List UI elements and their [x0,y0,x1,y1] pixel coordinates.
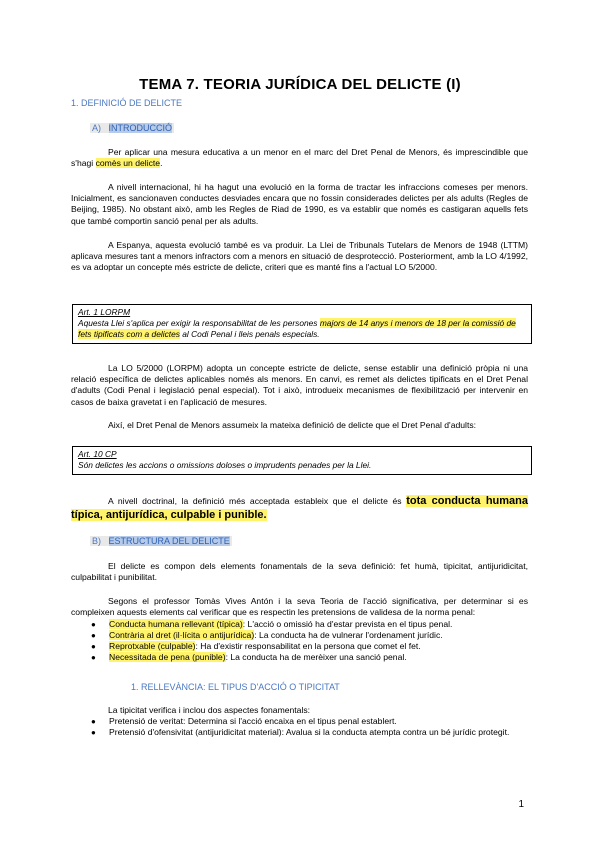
paragraph-structure-1: El delicte es compon dels elements fonamentals de la seva definició: fet humà, tipicitat, antijuridicitat, culpabilitat i punibilitat. [71,561,528,583]
law-quote-box-cp [72,446,532,475]
paragraph-text: . [160,158,163,169]
quote-text: Aquesta Llei s'aplica per exigir la responsabilitat de les persones [78,318,320,328]
paragraph-intro-1 [71,147,528,169]
law-quote-text [78,318,526,340]
bullet-icon: ● [91,653,96,662]
bullet-icon: ● [91,631,96,640]
highlight-text: comès un delicte [95,158,161,169]
bullet-icon: ● [91,717,96,726]
highlight-text: majors de 14 anys i menors de 18 per la comissió de fets tipificats com a delictes [78,318,516,339]
page-number: 1 [518,799,524,810]
paragraph-intro-3: A Espanya, aquesta evolució també es va produir. La Llei de Tribunals Tutelars de Menors de 1948 (LTTM) aplicava mesures tant a menors infractors com a menors en situació de desprotecció. Posteriorment, amb la LO 4/1992, es va adoptar un concepte més estricte de delicte, criteri que es manté fins a l'actual LO 5/2000. [71,240,528,273]
paragraph-intro-4: La LO 5/2000 (LORPM) adopta un concepte estricte de delicte, sense establir una definició pròpia ni una relació específica de delictes aplicables només als menors. En canvi, es remet als delictes tipificats en el Dret Penal d'adults (Codi Penal i legislació penal especial). Tot i això, introdueix mecanismes de flexibilització per intervenir en casos de baixa gravetat i en l'aplicació de mesures. [71,363,528,407]
list-item [71,652,528,663]
paragraph-structure-2: Segons el professor Tomàs Vives Antón i la seva Teoria de l'acció significativa, per determinar si es compleixen aquests elements cal verificar que es respectin les pretensions de validesa de la norma penal: [71,596,528,618]
highlight-text: Necessitada de pena (punible) [109,652,226,662]
highlight-text: tota conducta humana típica, antijurídica, culpable i punible. [71,495,529,521]
paragraph-text: A nivell doctrinal, la definició més acceptada estableix que el delicte és [108,496,407,506]
highlight-text: Reprotxable (culpable) [109,641,196,651]
subsection-label: B) [92,536,101,546]
subsection-title: ESTRUCTURA DEL DELICTE [108,536,230,546]
quote-text: al Codi Penal i lleis penals especials. [179,329,320,339]
list-item [71,641,528,652]
highlight-text: Conducta humana rellevant (típica) [109,619,243,629]
subsection-heading-introduccio [90,123,174,133]
highlight-text: Contrària al dret (il·lícita o antijurídica) [109,630,255,640]
subsection-label: A) [92,123,101,133]
bullet-icon: ● [91,642,96,651]
law-quote-text: Són delictes les accions o omissions doloses o imprudents penades per la Llei. [78,460,372,470]
paragraph-tipicitat: La tipicitat verifica i inclou dos aspectes fonamentals: [108,705,311,715]
list-item [71,619,528,630]
list-item-text: Pretensió d'ofensivitat (antijuridicitat material): Avalua si la conducta atempta contra un bé jurídic protegit. [109,727,510,737]
section-heading-definicio: 1. DEFINICIÓ DE DELICTE [71,98,183,108]
list-item-text: : La conducta ha de vulnerar l'ordenament jurídic. [254,630,443,640]
paragraph-intro-6 [71,494,528,522]
list-item-text: : La conducta ha de merèixer una sanció penal. [225,652,407,662]
page-title: TEMA 7. TEORIA JURÍDICA DEL DELICTE (I) [139,76,461,93]
bullet-icon: ● [91,620,96,629]
paragraph-intro-2: A nivell internacional, hi ha hagut una evolució en la forma de tractar les infraccions comeses per menors. Inicialment, es sancionaven conductes desviades encara que no fossin considerades delictes per als adults (Regles de Beijing, 1985). No obstant això, amb les Regles de Riad de 1990, es va establir que només es castigaran aquells fets que també comportin sanció penal per als adults. [71,182,528,226]
list-item-text: Pretensió de veritat: Determina si l'acció encaixa en el tipus penal establert. [109,716,397,726]
list-item [71,630,528,641]
element-list [71,619,528,663]
list-item-text: : L'acció o omissió ha d'estar prevista en el tipus penal. [242,619,453,629]
tipicitat-list [71,716,528,738]
subsubsection-heading-rellevancia: 1. RELLEVÀNCIA: EL TIPUS D'ACCIÓ O TIPICITAT [131,682,340,692]
law-reference: Art. 10 CP [78,449,117,459]
paragraph-text: Per aplicar una mesura educativa a un menor en el marc del Dret Penal de Menors, és imprescindible que s'hagi [71,147,528,169]
subsection-heading-estructura [90,536,232,546]
list-item [71,716,528,727]
subsection-title: INTRODUCCIÓ [108,123,173,133]
law-reference: Art. 1 LORPM [78,307,131,317]
bullet-icon: ● [91,728,96,737]
paragraph-intro-5: Així, el Dret Penal de Menors assumeix la mateixa definició de delicte que el Dret Penal d'adults: [108,420,477,430]
list-item-text: : Ha d'existir responsabilitat en la persona que comet el fet. [195,641,421,651]
law-quote-box-lorpm [72,304,532,344]
list-item [71,727,528,738]
